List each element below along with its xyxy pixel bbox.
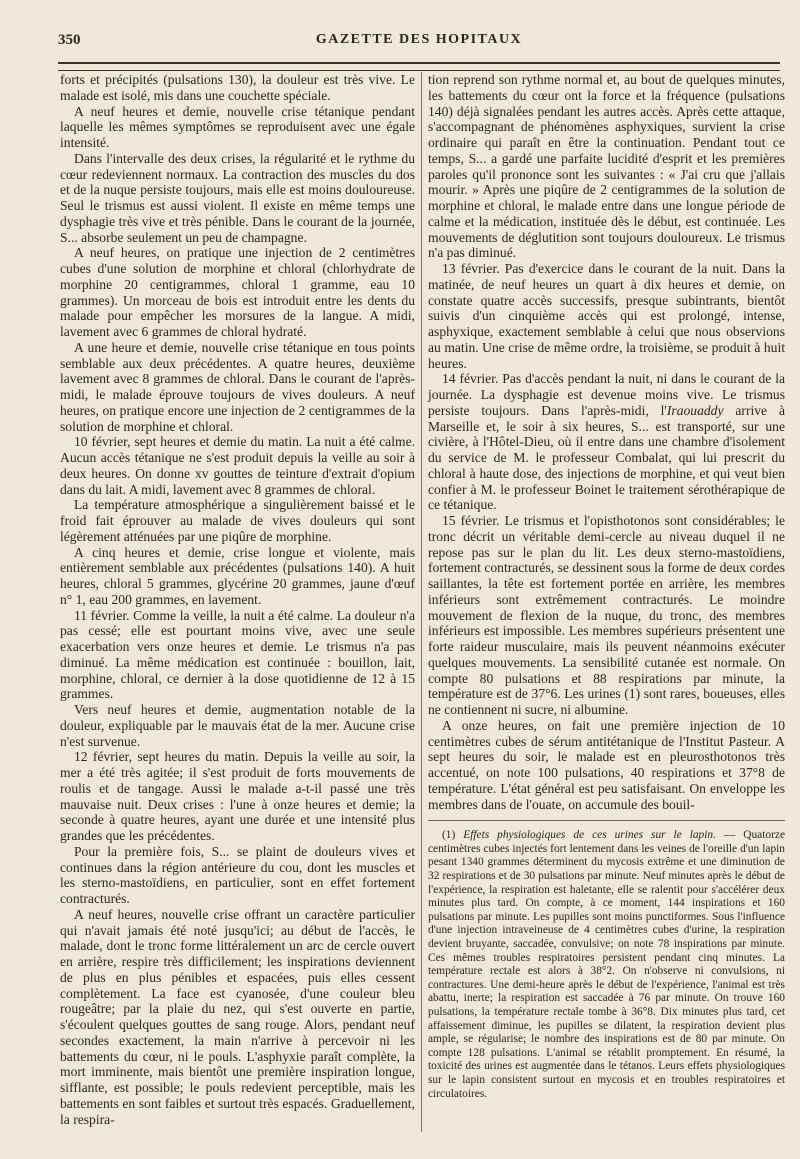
paragraph: Vers neuf heures et demie, augmentation notable de la douleur, expliquable par le mauvais état de la mer. Aucune crise n'est survenue.	[60, 702, 415, 749]
paragraph	[428, 371, 785, 513]
paragraph: 12 février, sept heures du matin. Depuis la veille au soir, la mer a été très agitée; il s'est produit de forts mouvements de roulis et de tangage. Aussi le malade a-t-il passé une très mauvaise nuit. Deux crises : l'une à onze heures et demie; la seconde à quatre heures, ayant une durée et une intensité plus grandes que les précédentes.	[60, 749, 415, 843]
footnote-text: — Quatorze centimètres cubes injectés fort lentement dans les veines de l'oreille d'un lapin pesant 1340 grammes déterminent du mycosis extrême et une diminution de 32 respirations et de 30 pulsations par minute. Neuf minutes après le début de l'expérience, la respiration est haletante, elle se ralentit pour s'accélérer deux minutes plus tard. On compte, à ce moment, 144 inspirations et 160 pulsations par minute. Les pupilles sont moins punctiformes. Sous l'influence d'une injection intraveineuse de 4 centimètres cubes d'urine, la respiration devient bruyante, saccadée, convulsive; on note 78 inspirations par minute. Ces mêmes troubles respiratoires persistent pendant cinq minutes. La température rectale est alors à 38°2. On n'observe ni convulsions, ni contractures. Une demi-heure après le début de l'expérience, l'animal est très abattu, inerte; la respiration est saccadée à 76 par minute. On trouve 160 pulsations, la température rectale tombe à 36°8. Dix minutes plus tard, cet affaissement diminue, les pupilles se dilatent, la respiration devient plus ample, se régularise; le nombre des inspirations est de 80 par minute. On compte 128 pulsations. L'animal se rétablit promptement. En résumé, la toxicité des urines est augmentée dans le tétanos. Leurs effets physiologiques sur le lapin consistent surtout en mycosis et en troubles respiratoires et circulatoires.	[428, 829, 785, 1100]
column-divider	[421, 72, 422, 1132]
footnote	[428, 829, 785, 1101]
paragraph: 15 février. Le trismus et l'opisthotonos sont considérables; le tronc décrit un véritable demi-cercle au niveau duquel il ne repose pas sur le plan du lit. Les deux sterno-mastoïdiens, fortement contracturés, se dessinent sous la forme de deux cordes saillantes, la tête est fortement portée en arrière, les membres inférieurs sont extrêmement contracturés. Le moindre mouvement de flexion de la nuque, du tronc, des membres inférieurs est impossible. Les membres supérieurs présentent une forte raideur musculaire, mais ils peuvent néanmoins exécuter quelques mouvements. La sensibilité cutanée est normale. On compte 80 pulsations et 88 respirations par minute, la température est de 37°6. Les urines (1) sont rares, boueuses, elles ne contiennent ni sucre, ni albumine.	[428, 513, 785, 717]
paragraph: La température atmosphérique a singulièrement baissé et le froid fait éprouver au malade de vives douleurs qui sont légèrement atténuées par une piqûre de morphine.	[60, 497, 415, 544]
paragraph: Dans l'intervalle des deux crises, la régularité et le rythme du cœur redeviennent normaux. La contraction des muscles du dos et de la nuque persiste toujours, mais elle est moins douloureuse. Seul le trismus est aussi violent. Il existe en même temps une dysphagie très vive et très pénible. Dans le courant de la journée, S... absorbe seulement un peu de champagne.	[60, 150, 415, 245]
ship-name: Iraouaddy	[666, 402, 724, 418]
text-run: 14 février. Pas d'accès pendant la nuit, ni dans le courant de la journée. La dysphagie est devenue moins vive. Le trismus persiste toujours. Dans l'après-midi, l'	[428, 371, 785, 418]
paragraph: A onze heures, on fait une première injection de 10 centimètres cubes de sérum antitétanique de l'Institut Pasteur. A sept heures du soir, le malade est en pleurosthotonos très accentué, on note 100 pulsations, 40 respirations et 37°8 de température. L'état général est peu satisfaisant. On enveloppe les membres dans de l'ouate, on accumule des bouil-	[428, 717, 785, 812]
paragraph: Pour la première fois, S... se plaint de douleurs vives et continues dans la région antérieure du cou, dont les muscles et les sterno-mastoïdiens, en particulier, sont en effet fortement contracturés.	[60, 843, 415, 906]
footnote-marker: (1)	[442, 829, 464, 842]
paragraph: forts et précipités (pulsations 130), la douleur est très vive. Le malade est isolé, mis dans une couchette spéciale.	[60, 72, 415, 103]
page-header	[58, 32, 780, 54]
right-column	[428, 72, 785, 1101]
paragraph: A neuf heures, on pratique une injection de 2 centimètres cubes d'une solution de morphine et chloral (chlorhydrate de morphine 20 centigrammes, chloral 1 gramme, eau 10 grammes). Un morceau de bois est introduit entre les dents du malade pour empêcher les morsures de la langue. A midi, lavement avec 6 grammes de chloral hydraté.	[60, 245, 415, 339]
footnote-title: Effets physiologiques de ces urines sur le lapin.	[463, 829, 716, 842]
paragraph: 10 février, sept heures et demie du matin. La nuit a été calme. Aucun accès tétanique ne s'est produit depuis la veille au soir à deux heures. On donne xv gouttes de teinture d'extrait d'opium dans du lait. A midi, lavement avec 8 grammes de chloral.	[60, 434, 415, 497]
footnote-rule	[428, 820, 785, 821]
paragraph: 11 février. Comme la veille, la nuit a été calme. La douleur n'a pas cessé; elle est pourtant moins vive, avec une seule exacerbation vers onze heures et demie. Le trismus n'a pas diminué. La même médication est continuée : bouillon, lait, morphine, chloral, ce dernier à la dose quotidienne de 12 à 15 grammes.	[60, 607, 415, 702]
text-run: à Marseille et, le soir à six heures, S... est transporté, sur une civière, à l'Hôtel-Dieu, où il entre dans une chambre d'isolement du service de M. le professeur Combalat, qui lui prescrit du chloral à haute dose, des injections de morphine, et qui veut bien confier à M. le professeur Boinet le traitement sérothérapique de ce tétanique.	[428, 402, 785, 513]
paragraph: 13 février. Pas d'exercice dans le courant de la nuit. Dans la matinée, de neuf heures un quart à dix heures et demie, on constate quatre accès successifs, presque subintrants, bientôt suivis d'un cinquième accès qui est prolongé, intense, asphyxique, exactement semblable à celui que nous observions au matin. Une crise de même ordre, la troisième, se produit à huit heures.	[428, 261, 785, 371]
page-number: 350	[58, 32, 81, 48]
paragraph: A une heure et demie, nouvelle crise tétanique en tous points semblable aux deux précédentes. A quatre heures, deuxième lavement avec 8 grammes de chloral. Dans le courant de l'après-midi, le malade éprouve toujours de vives douleurs. A neuf heures, on pratique encore une injection de 2 centigrammes de la solution de morphine et chloral.	[60, 339, 415, 434]
paragraph: A cinq heures et demie, crise longue et violente, mais entièrement semblable aux précédentes (pulsations 140). A huit heures, chloral 5 grammes, glycérine 20 grammes, jaune d'œuf n° 1, eau 200 grammes, en lavement.	[60, 544, 415, 607]
paragraph: tion reprend son rythme normal et, au bout de quelques minutes, les battements du cœur ont la force et la fréquence (pulsations 140) déjà signalées pendant les autres accès. Après cette attaque, s'accompagnant de phénomènes asphyxiques, survient la crise ordinaire qui paraît en être la continuation. Pendant tout ce temps, S... a gardé une parfaite lucidité d'esprit et les premières paroles qu'il prononce sont les suivantes : « J'ai cru que j'allais mourir. » Après une piqûre de 2 centigrammes de la solution de morphine et chloral, le malade entre dans une longue période de calme et la médication, instituée dès le début, est continuée. Les mouvements de déglutition sont toujours douloureux. Le trismus n'a pas diminué.	[428, 72, 785, 261]
journal-title: GAZETTE DES HOPITAUX	[315, 32, 523, 47]
header-rule	[58, 62, 780, 71]
paragraph: A neuf heures, nouvelle crise offrant un caractère particulier qui n'avait jamais été noté jusqu'ici; au début de l'accès, le malade, dont le tronc forme littéralement un arc de cercle ouvert en arrière, respire très difficilement; les inspirations deviennent de plus en plus pénibles et espacées, puis elles cessent complètement. La face est cyanosée, d'une couleur bleu rougeâtre; par la plaie du nez, qui s'est ouverte en partie, s'écoulent quelques gouttes de sang rouge. Alors, pendant neuf secondes exactement, la main n'arrive à percevoir ni les battements du cœur, ni le pouls. L'asphyxie paraît complète, la mort imminente, mais bientôt une première inspiration longue, sifflante, est possible; le pouls redevient perceptible, mais les battements en sont faibles et surtout très espacés. Graduellement, la respira-	[60, 906, 415, 1127]
text-run: arrive	[723, 402, 768, 418]
paragraph: A neuf heures et demie, nouvelle crise tétanique pendant laquelle les mêmes symptômes se reproduisent avec une égale intensité.	[60, 103, 415, 150]
left-column	[60, 72, 415, 1127]
